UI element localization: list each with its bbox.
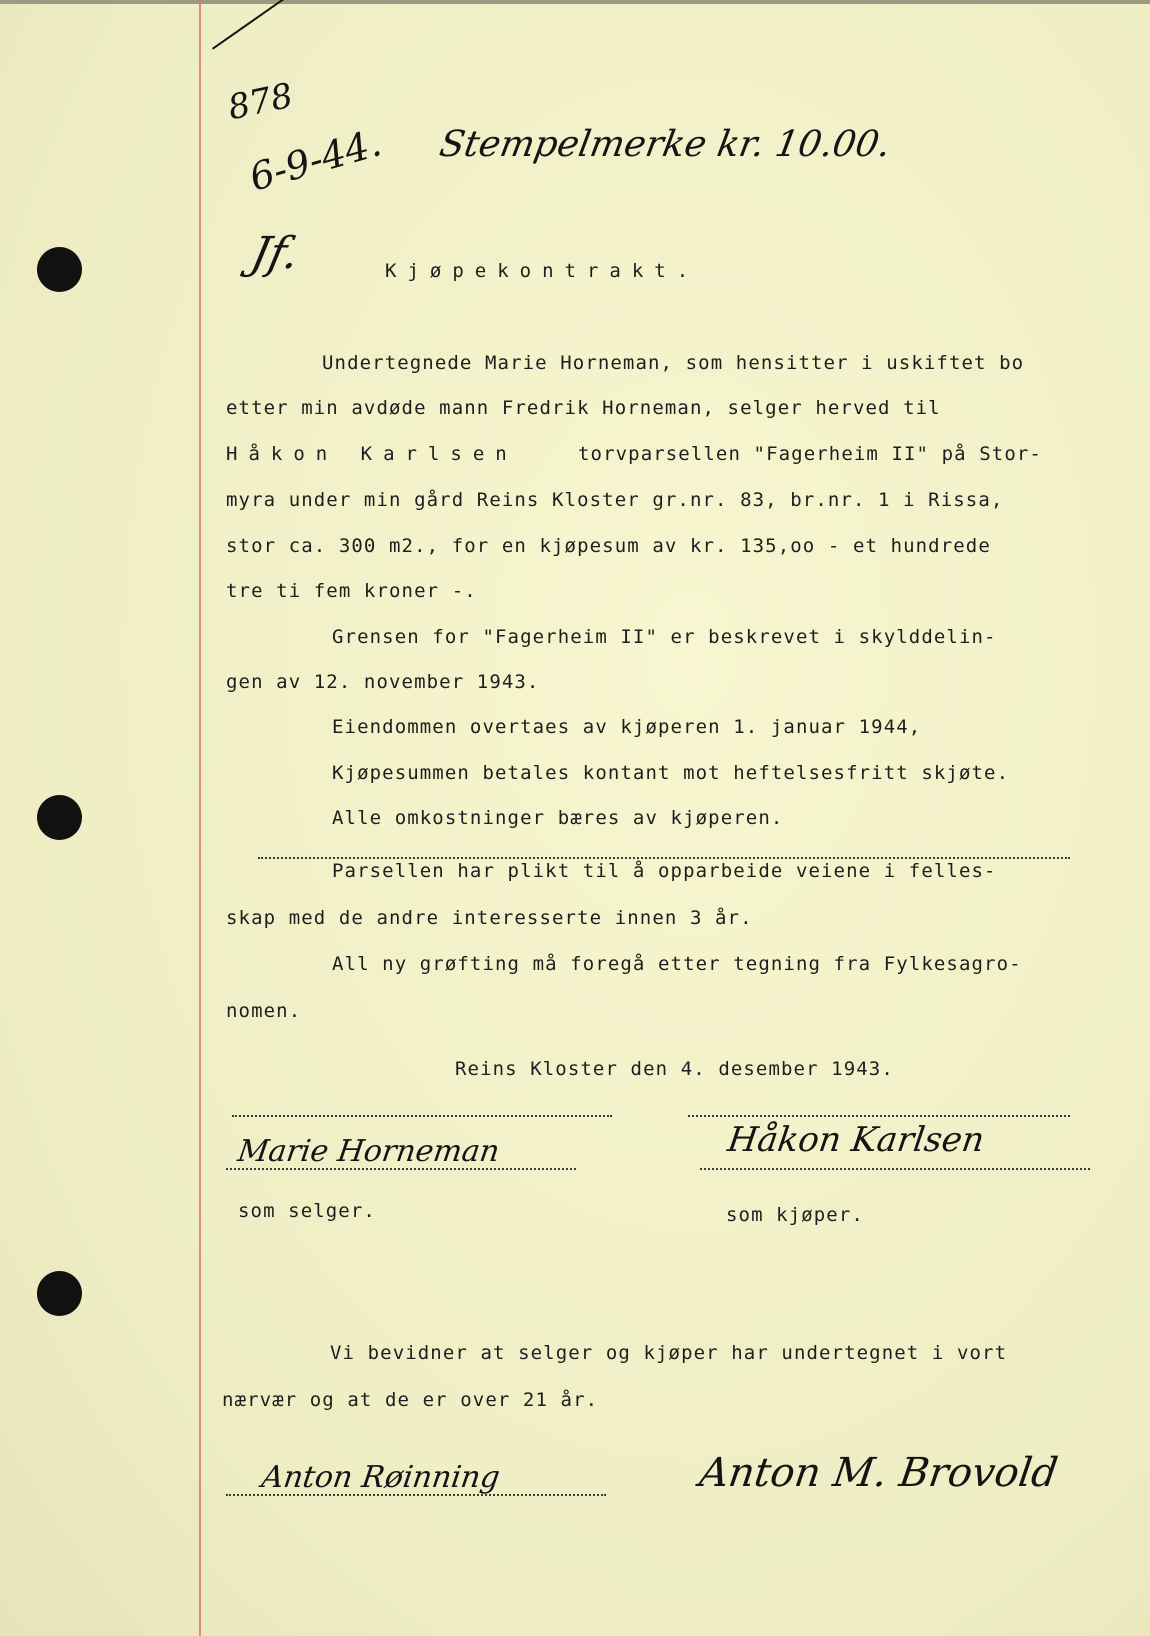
text-line: Alle omkostninger bæres av kjøperen. <box>332 807 784 829</box>
text-line: myra under min gård Reins Kloster gr.nr. 83, br.nr. 1 i Rissa, <box>226 489 1004 511</box>
place-date: Reins Kloster den 4. desember 1943. <box>455 1058 894 1080</box>
punch-hole-middle <box>37 795 82 840</box>
seller-role: som selger. <box>238 1200 376 1222</box>
text-line: gen av 12. november 1943. <box>226 671 540 693</box>
text-line: nærvær og at de er over 21 år. <box>222 1389 599 1411</box>
margin-line <box>199 0 201 1636</box>
witness-signature-1: Anton Røinning <box>259 1460 502 1495</box>
text-line: Vi bevidner at selger og kjøper har undertegnet i vort <box>330 1342 1008 1364</box>
dotted-line <box>258 857 1070 859</box>
buyer-signature: Håkon Karlsen <box>725 1120 987 1160</box>
stamp-note: Stempelmerke kr. 10.00. <box>436 124 894 165</box>
seller-signature-line-upper <box>232 1115 612 1117</box>
text-line: Eiendommen overtaes av kjøperen 1. januar 1944, <box>332 716 922 738</box>
punch-hole-top <box>37 247 82 292</box>
text-line: nomen. <box>226 1000 302 1022</box>
text-line: torvparsellen "Fagerheim II" på Stor- <box>578 443 1042 465</box>
text-line: tre ti fem kroner -. <box>226 580 477 602</box>
text-line: Parsellen har plikt til å opparbeide veiene i felles- <box>332 860 997 882</box>
punch-hole-bottom <box>37 1271 82 1316</box>
seller-signature: Marie Horneman <box>235 1134 502 1169</box>
text-line: etter min avdøde mann Fredrik Horneman, selger herved til <box>226 397 941 419</box>
buyer-signature-line <box>700 1168 1090 1170</box>
text-line: All ny grøfting må foregå etter tegning fra Fylkesagro- <box>332 953 1022 975</box>
witness-signature-2: Anton M. Brovold <box>696 1450 1061 1496</box>
registry-number: 878 <box>224 75 297 129</box>
document-title: Kjøpekontrakt. <box>385 260 700 282</box>
buyer-name-spaced: Håkon Karlsen <box>226 443 518 465</box>
text-line: stor ca. 300 m2., for en kjøpesum av kr. 135,oo - et hundrede <box>226 535 991 557</box>
annotation-slash <box>212 0 384 50</box>
registry-date: 6-9-44. <box>244 120 386 200</box>
initials: Jf. <box>246 228 304 279</box>
buyer-role: som kjøper. <box>726 1204 864 1226</box>
buyer-signature-line-upper <box>688 1115 1070 1117</box>
page-top-edge <box>0 0 1150 4</box>
text-line: Grensen for "Fagerheim II" er beskrevet i skylddelin- <box>332 626 997 648</box>
text-line: Undertegnede Marie Horneman, som hensitter i uskiftet bo <box>322 352 1025 374</box>
text-line: skap med de andre interesserte innen 3 år. <box>226 907 753 929</box>
text-line: Kjøpesummen betales kontant mot heftelsesfritt skjøte. <box>332 762 1010 784</box>
